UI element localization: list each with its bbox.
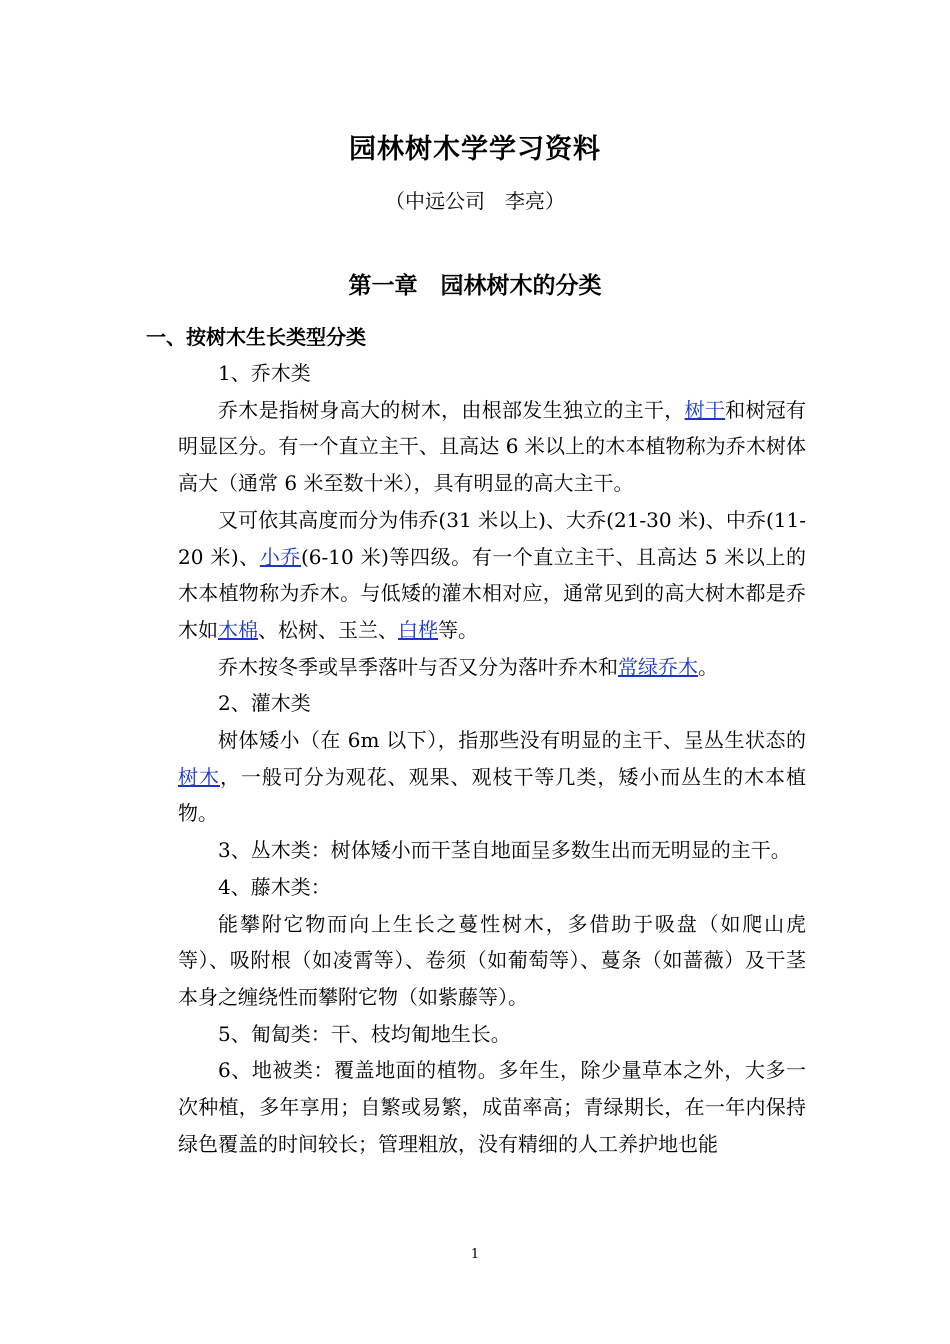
paragraph-creeping: 5、匍匐类：干、枝均匍地生长。 [218,1021,511,1046]
chapter-heading: 第一章 园林树木的分类 [348,273,602,299]
link-evergreen-arbor[interactable]: 常绿乔木 [618,654,698,679]
link-white-birch[interactable]: 白桦 [398,617,438,642]
text-run: 等。 [438,617,478,642]
paragraph-arbor-definition [178,392,806,502]
text-run: 和树冠有明显区分。有一个直立主干、且高达 6 米以上的木本植物称为乔木树体高大（通常 6 米至数十米），具有明显的高大主干。 [178,397,807,496]
text-run: 。 [698,654,718,679]
paragraph-ground-cover: 6、地被类：覆盖地面的植物。多年生，除少量草本之外，大多一次种植，多年享用；自繁或易繁，成苗率高；青绿期长，在一年内保持绿色覆盖的时间较长；管理粗放，没有精细的人工养护地也能 [178,1058,806,1156]
text-run: 乔木按冬季或旱季落叶与否又分为落叶乔木和 [218,654,618,679]
text-run: 树体矮小（在 6m 以下），指那些没有明显的主干、呈丛生状态的 [218,728,806,753]
paragraph-arbor-heading: 1、乔木类 [218,361,311,385]
paragraph-clump-trees: 3、丛木类：树体矮小而干茎自地面呈多数生出而无明显的主干。 [218,838,791,863]
paragraph-arbor-deciduous [178,649,806,686]
page-number: 1 [470,1247,480,1262]
text-run: 、松树、玉兰、 [258,617,398,642]
text-run: 乔木是指树身高大的树木，由根部发生独立的主干， [218,397,685,422]
section-heading: 一、按树木生长类型分类 [146,325,366,349]
paragraph-vine-heading: 4、藤木类： [218,874,331,899]
document-body [178,355,806,1162]
link-small-arbor[interactable]: 小乔 [259,544,301,569]
paragraph-shrub-heading: 2、灌木类 [218,691,311,716]
paragraph-shrub-definition [178,722,806,832]
link-trunk[interactable]: 树干 [684,397,726,422]
text-run: 又可依其高度而分为伟乔(31 米以上)、大乔(21-30 米)、中乔(11-20 米)、 [178,507,806,569]
link-trees[interactable]: 树木 [178,764,220,789]
text-run: (6-10 米)等四级。有一个直立主干、且高达 5 米以上的木本植物称为乔木。与低矮的灌木相对应，通常见到的高大树木都是乔木如 [178,544,806,642]
paragraph-arbor-height-classes [178,502,806,649]
link-kapok[interactable]: 木棉 [218,617,258,642]
document-author: （中远公司 李亮） [385,189,565,213]
text-run: ，一般可分为观花、观果、观枝干等几类，矮小而丛生的木本植物。 [178,764,807,826]
paragraph-vine-definition: 能攀附它物而向上生长之蔓性树木，多借助于吸盘（如爬山虎等）、吸附根（如凌霄等）、卷须（如葡萄等）、蔓条（如蔷薇）及干茎本身之缠绕性而攀附它物（如紫藤等）。 [178,911,806,1009]
document-title: 园林树木学学习资料 [349,134,601,165]
